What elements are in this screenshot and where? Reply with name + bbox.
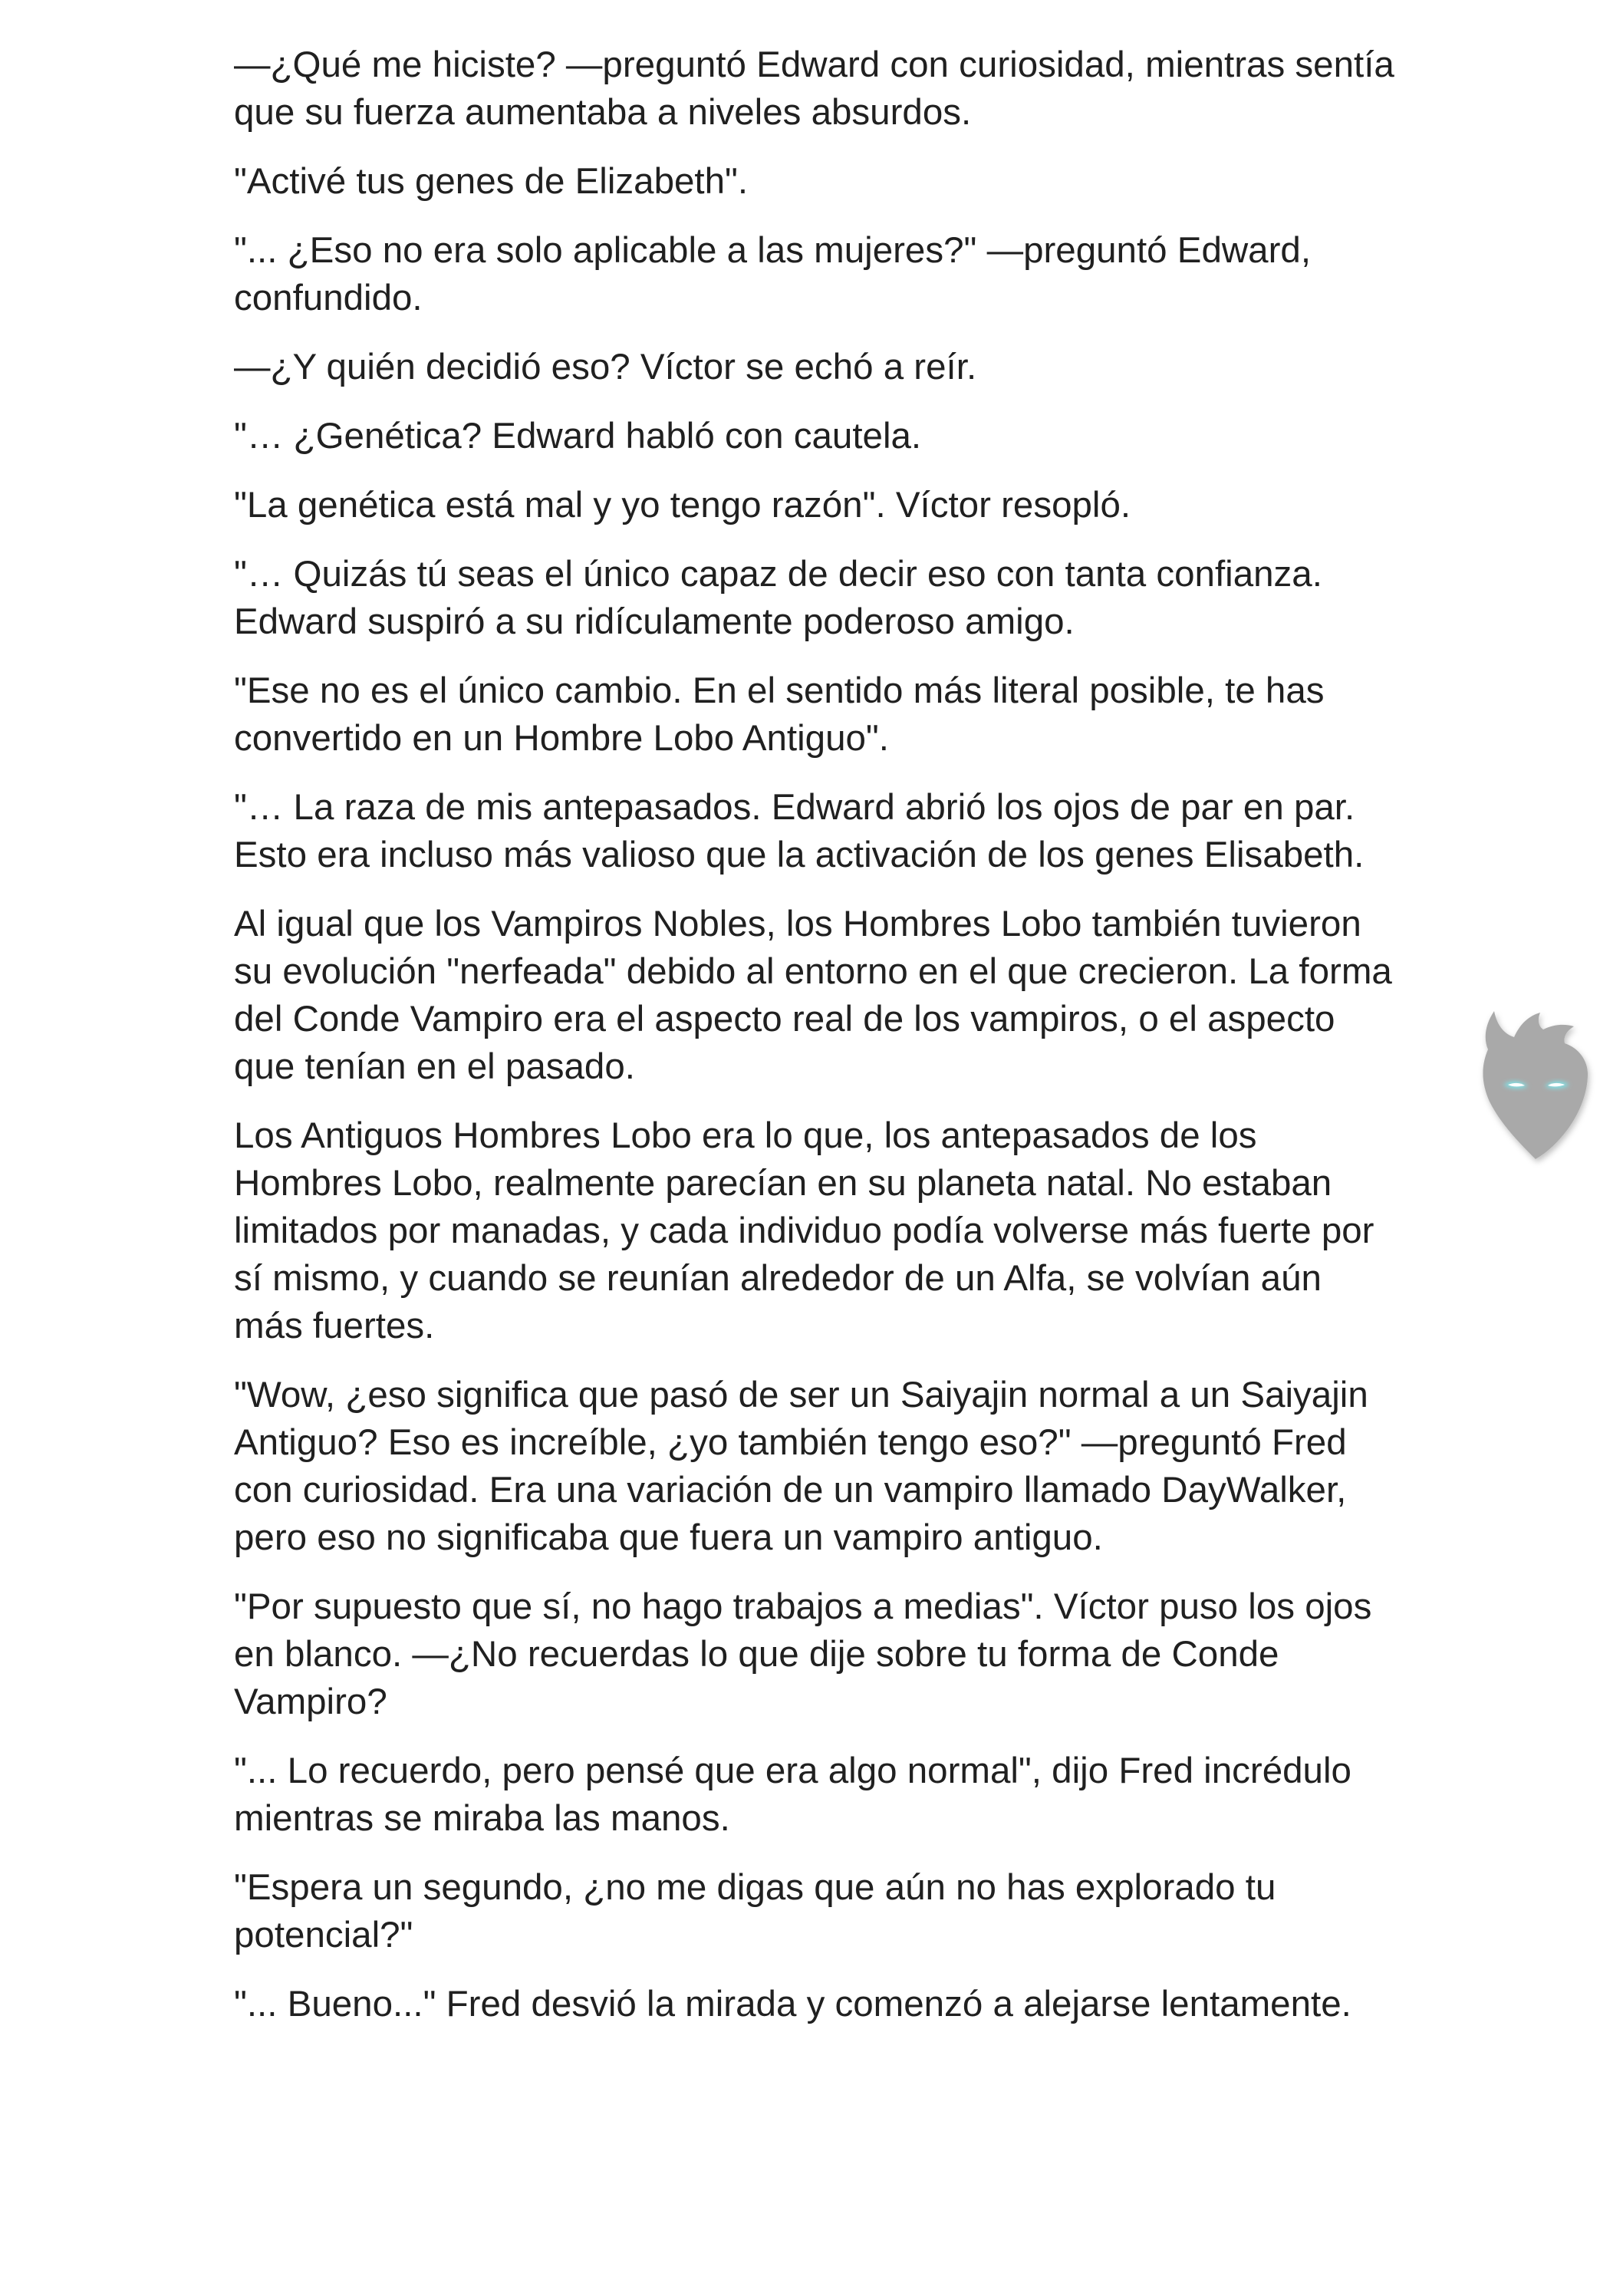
paragraph: "... Lo recuerdo, pero pensé que era algo normal", dijo Fred incrédulo mientras se miraba las manos. — [234, 1751, 1351, 1839]
paragraph: —¿Qué me hiciste? —preguntó Edward con curiosidad, mientras sentía que su fuerza aumentaba a niveles absurdos. — [234, 44, 1394, 133]
paragraph: "… La raza de mis antepasados. Edward abrió los ojos de par en par. Esto era incluso más valioso que la activación de los genes Elisabeth. — [234, 787, 1365, 875]
paragraph: Los Antiguos Hombres Lobo era lo que, los antepasados de los Hombres Lobo, realmente parecían en su planeta natal. No estaban limitados por manadas, y cada individuo podía volverse más fuerte por sí mismo, y cuando se reunían alrededor de un Alfa, se volvían aún más fuertes. — [234, 1115, 1374, 1346]
paragraph: —¿Y quién decidió eso? Víctor se echó a reír. — [234, 347, 977, 387]
paragraph: "La genética está mal y yo tengo razón". Víctor resopló. — [234, 485, 1131, 525]
paragraph: "Wow, ¿eso significa que pasó de ser un Saiyajin normal a un Saiyajin Antiguo? Eso es increíble, ¿yo también tengo eso?" —preguntó Fred con curiosidad. Era una variación de un vampiro llamado DayWalker, pero eso no significaba que fuera un vampiro antiguo. — [234, 1375, 1368, 1558]
paragraph: "... Bueno..." Fred desvió la mirada y comenzó a alejarse lentamente. — [234, 1984, 1351, 2024]
paragraph: "… Quizás tú seas el único capaz de decir eso con tanta confianza. Edward suspiró a su ridículamente poderoso amigo. — [234, 554, 1322, 642]
paragraph: Al igual que los Vampiros Nobles, los Hombres Lobo también tuvieron su evolución "nerfeada" debido al entorno en el que crecieron. La forma del Conde Vampiro era el aspecto real de los vampiros, o el aspecto que tenían en el pasado. — [234, 904, 1392, 1087]
paragraph: "Espera un segundo, ¿no me digas que aún no has explorado tu potencial?" — [234, 1867, 1276, 1955]
paragraph: "… ¿Genética? Edward habló con cautela. — [234, 416, 922, 456]
paragraph: "Activé tus genes de Elizabeth". — [234, 161, 749, 202]
paragraph: "... ¿Eso no era solo aplicable a las mujeres?" —preguntó Edward, confundido. — [234, 230, 1312, 318]
demon-head-icon — [1467, 994, 1605, 1171]
paragraph: "Por supuesto que sí, no hago trabajos a medias". Víctor puso los ojos en blanco. —¿No recuerdas lo que dije sobre tu forma de Conde Vampiro? — [234, 1586, 1372, 1722]
document-body — [234, 41, 1400, 2050]
paragraph: "Ese no es el único cambio. En el sentido más literal posible, te has convertido en un Hombre Lobo Antiguo". — [234, 670, 1325, 759]
